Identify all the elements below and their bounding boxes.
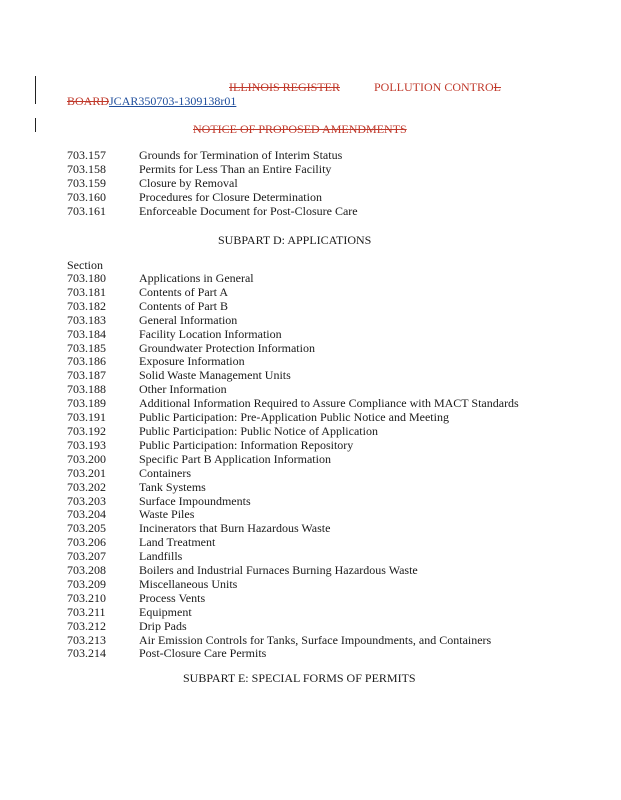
section-title: Tank Systems — [139, 479, 206, 494]
jcar-code: JCAR350703-1309138r01 — [109, 94, 237, 108]
section-title: Miscellaneous Units — [139, 576, 238, 591]
section-entry — [67, 439, 519, 453]
section-title: Other Information — [139, 382, 227, 397]
section-number: 703.204 — [67, 507, 106, 522]
section-title: Air Emission Controls for Tanks, Surface Impoundments, and Containers — [139, 632, 492, 647]
section-entry — [67, 314, 519, 328]
section-title: Permits for Less Than an Entire Facility — [139, 161, 332, 176]
pollution-control-label — [374, 80, 501, 94]
subpart-d-entries — [67, 272, 519, 661]
section-number: 703.189 — [67, 396, 106, 411]
section-entry — [67, 369, 519, 383]
section-entry — [67, 205, 358, 219]
section-entry — [67, 647, 519, 661]
section-number: 703.192 — [67, 423, 106, 438]
section-number: 703.202 — [67, 479, 106, 494]
section-title: Public Participation: Public Notice of Application — [139, 423, 378, 438]
section-number: 703.184 — [67, 326, 106, 341]
section-title: Procedures for Closure Determination — [139, 189, 322, 204]
section-number: 703.206 — [67, 535, 106, 550]
section-entry — [67, 578, 519, 592]
section-title: Landfills — [139, 549, 183, 564]
subpart-d-heading: SUBPART D: APPLICATIONS — [218, 233, 372, 247]
section-entry — [67, 620, 519, 634]
section-number: 703.210 — [67, 590, 106, 605]
section-entry — [67, 191, 358, 205]
section-title: Surface Impoundments — [139, 493, 251, 508]
section-entry — [67, 328, 519, 342]
section-title: Exposure Information — [139, 354, 245, 369]
section-title: Incinerators that Burn Hazardous Waste — [139, 521, 331, 536]
section-number: 703.187 — [67, 368, 106, 383]
section-number: 703.208 — [67, 563, 106, 578]
change-bar-notice — [35, 118, 36, 132]
section-entry — [67, 508, 519, 522]
section-entry — [67, 536, 519, 550]
section-number: 703.209 — [67, 576, 106, 591]
section-label: Section — [67, 258, 103, 272]
section-title: Applications in General — [139, 271, 254, 285]
section-number: 703.181 — [67, 284, 106, 299]
section-number: 703.193 — [67, 437, 106, 452]
section-number: 703.212 — [67, 618, 106, 633]
subpart-e-heading: SUBPART E: SPECIAL FORMS OF PERMITS — [183, 671, 416, 685]
section-title: Waste Piles — [139, 507, 195, 522]
section-entry — [67, 272, 519, 286]
change-bar-header — [35, 76, 36, 104]
section-entry — [67, 453, 519, 467]
section-title: Additional Information Required to Assure Compliance with MACT Standards — [139, 396, 519, 411]
section-entry — [67, 383, 519, 397]
section-number: 703.183 — [67, 312, 106, 327]
section-entry — [67, 592, 519, 606]
section-entry — [67, 149, 358, 163]
section-entry — [67, 411, 519, 425]
section-number: 703.214 — [67, 646, 106, 661]
section-title: Specific Part B Application Information — [139, 451, 331, 466]
section-number: 703.201 — [67, 465, 106, 480]
section-title: Contents of Part B — [139, 298, 228, 313]
section-title: Boilers and Industrial Furnaces Burning Hazardous Waste — [139, 563, 418, 578]
section-number: 703.185 — [67, 340, 106, 355]
section-number: 703.161 — [67, 203, 106, 218]
section-entry — [67, 606, 519, 620]
section-title: Public Participation: Pre-Application Public Notice and Meeting — [139, 410, 449, 425]
section-number: 703.207 — [67, 549, 106, 564]
section-entry — [67, 550, 519, 564]
section-title: Drip Pads — [139, 618, 187, 633]
section-number: 703.205 — [67, 521, 106, 536]
pollution-control-text: POLLUTION CONTROL — [374, 80, 502, 94]
section-entry — [67, 397, 519, 411]
section-number: 703.213 — [67, 632, 106, 647]
section-number: 703.182 — [67, 298, 106, 313]
section-title: Enforceable Document for Post-Closure Care — [139, 203, 358, 218]
subpart-c-entries — [67, 149, 358, 219]
section-title: Land Treatment — [139, 535, 216, 550]
agency-code-line — [67, 94, 236, 109]
section-number: 703.157 — [67, 148, 106, 162]
section-entry — [67, 481, 519, 495]
section-number: 703.203 — [67, 493, 106, 508]
section-entry — [67, 634, 519, 648]
section-title: Public Participation: Information Repository — [139, 437, 354, 452]
section-number: 703.200 — [67, 451, 106, 466]
section-title: Contents of Part A — [139, 284, 228, 299]
section-title: Closure by Removal — [139, 175, 238, 190]
section-number: 703.159 — [67, 175, 106, 190]
illinois-register-label: ILLINOIS REGISTER — [229, 80, 340, 94]
section-entry — [67, 564, 519, 578]
section-entry — [67, 163, 358, 177]
section-title: Equipment — [139, 604, 192, 619]
section-entry — [67, 522, 519, 536]
section-number: 703.180 — [67, 271, 106, 285]
section-number: 703.160 — [67, 189, 106, 204]
notice-heading: NOTICE OF PROPOSED AMENDMENTS — [193, 122, 407, 136]
section-number: 703.158 — [67, 161, 106, 176]
section-title: Groundwater Protection Information — [139, 340, 315, 355]
section-entry — [67, 467, 519, 481]
section-number: 703.186 — [67, 354, 106, 369]
section-number: 703.211 — [67, 604, 106, 619]
section-entry — [67, 355, 519, 369]
section-entry — [67, 425, 519, 439]
section-entry — [67, 177, 358, 191]
section-number: 703.188 — [67, 382, 106, 397]
section-title: Post-Closure Care Permits — [139, 646, 267, 661]
board-struck-text: BOARD — [67, 94, 110, 108]
section-title: Containers — [139, 465, 191, 480]
section-entry — [67, 342, 519, 356]
section-entry — [67, 495, 519, 509]
section-number: 703.191 — [67, 410, 106, 425]
section-entry — [67, 300, 519, 314]
section-title: Grounds for Termination of Interim Status — [139, 148, 343, 162]
section-title: Solid Waste Management Units — [139, 368, 291, 383]
section-title: Process Vents — [139, 590, 206, 605]
section-entry — [67, 286, 519, 300]
section-title: General Information — [139, 312, 238, 327]
register-header — [229, 80, 501, 95]
section-title: Facility Location Information — [139, 326, 282, 341]
